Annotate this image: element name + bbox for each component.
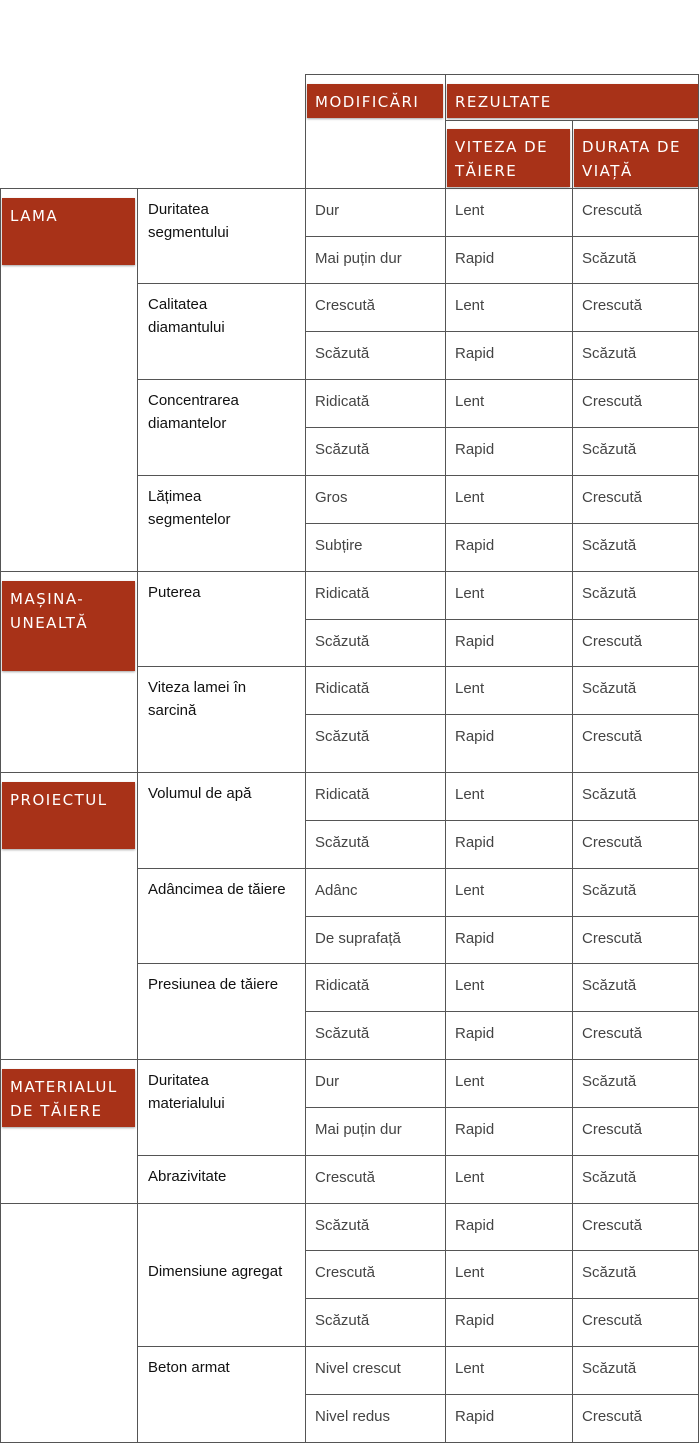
table-cell-viteza: Rapid (455, 1025, 495, 1042)
header-durata-line2: VIAȚĂ (582, 162, 633, 180)
table-gridline (305, 1394, 699, 1395)
table-cell-viteza: Lent (455, 1073, 485, 1090)
table-gridline (698, 74, 699, 1442)
property-label-line1: Viteza lamei în (148, 679, 247, 696)
table-gridline (137, 868, 305, 869)
table-gridline (137, 1346, 305, 1347)
table-cell-viteza: Rapid (455, 250, 495, 267)
table-gridline (305, 820, 699, 821)
table-cell-viteza: Rapid (455, 633, 495, 650)
property-label (148, 581, 201, 604)
table-cell-modificare: Ridicată (315, 977, 370, 994)
table-cell-durata: Crescută (582, 834, 643, 851)
property-label (148, 878, 286, 901)
table-cell-modificare: Scăzută (315, 345, 370, 362)
table-gridline (305, 868, 699, 869)
table-gridline (305, 1059, 699, 1060)
table-cell-modificare: Scăzută (315, 633, 370, 650)
table-cell-modificare: Crescută (315, 1169, 376, 1186)
table-gridline (445, 120, 699, 121)
table-cell-viteza: Rapid (455, 441, 495, 458)
table-gridline (305, 1155, 699, 1156)
table-gridline (137, 1203, 305, 1204)
table-gridline (572, 120, 573, 1442)
table-cell-durata: Crescută (582, 297, 643, 314)
property-label-line2: materialului (148, 1095, 225, 1112)
table-cell-viteza: Rapid (455, 1408, 495, 1425)
table-gridline (137, 475, 305, 476)
property-label-line2: segmentelor (148, 511, 231, 528)
table-cell-modificare: Mai puțin dur (315, 250, 402, 267)
table-gridline (137, 379, 305, 380)
table-cell-viteza: Lent (455, 977, 485, 994)
table-cell-modificare: Nivel redus (315, 1408, 391, 1425)
table-gridline (0, 772, 137, 773)
table-cell-durata: Scăzută (582, 585, 637, 602)
table-cell-durata: Crescută (582, 1025, 643, 1042)
table-gridline (305, 963, 699, 964)
group-masina-unealta (2, 581, 135, 671)
table-cell-durata: Crescută (582, 393, 643, 410)
header-durata-de-viata (574, 129, 698, 187)
table-cell-durata: Crescută (582, 1312, 643, 1329)
table-cell-durata: Scăzută (582, 1169, 637, 1186)
table-gridline (137, 1442, 305, 1443)
table-cell-durata: Scăzută (582, 250, 637, 267)
property-label-line1: Lățimea (148, 488, 202, 505)
table-cell-viteza: Lent (455, 1169, 485, 1186)
table-gridline (305, 1250, 699, 1251)
table-cell-viteza: Lent (455, 489, 485, 506)
property-label (148, 1069, 225, 1115)
table-cell-modificare: Crescută (315, 1264, 376, 1281)
table-cell-viteza: Rapid (455, 537, 495, 554)
header-viteza-line1: VITEZA DE (455, 138, 549, 156)
table-cell-durata: Scăzută (582, 441, 637, 458)
table-cell-viteza: Lent (455, 585, 485, 602)
property-label-line1: Dimensiune agregat (148, 1263, 283, 1280)
table-cell-modificare: Scăzută (315, 1217, 370, 1234)
group-materialul-line1: MATERIALUL (10, 1078, 118, 1096)
table-gridline (0, 188, 699, 189)
table-gridline (137, 571, 305, 572)
table-gridline (305, 523, 699, 524)
table-cell-viteza: Rapid (455, 1312, 495, 1329)
table-gridline (137, 1059, 305, 1060)
table-cell-durata: Scăzută (582, 345, 637, 362)
header-rezultate-label: REZULTATE (455, 93, 552, 111)
table-cell-durata: Scăzută (582, 1360, 637, 1377)
table-cell-durata: Crescută (582, 1121, 643, 1138)
table-cell-viteza: Lent (455, 1264, 485, 1281)
property-label (148, 1356, 230, 1379)
table-cell-viteza: Lent (455, 393, 485, 410)
group-masina-line1: MAȘINA- (10, 590, 85, 608)
table-cell-modificare: Scăzută (315, 834, 370, 851)
table-cell-durata: Scăzută (582, 882, 637, 899)
header-viteza-de-taiere (447, 129, 570, 187)
table-cell-viteza: Rapid (455, 834, 495, 851)
group-materialul-line2: DE TĂIERE (10, 1102, 103, 1120)
table-cell-durata: Crescută (582, 202, 643, 219)
table-gridline (0, 188, 1, 1442)
header-viteza-line2: TĂIERE (455, 162, 518, 180)
table-gridline (305, 1203, 699, 1204)
table-cell-modificare: Dur (315, 202, 340, 219)
table-gridline (0, 1059, 137, 1060)
group-proiectul-line1: PROIECTUL (10, 791, 108, 809)
table-cell-viteza: Rapid (455, 728, 495, 745)
property-label-line2: diamantului (148, 319, 225, 336)
table-cell-modificare: Adânc (315, 882, 358, 899)
property-label (148, 973, 278, 996)
table-cell-viteza: Rapid (455, 345, 495, 362)
group-masina-line2: UNEALTĂ (10, 614, 89, 632)
table-gridline (305, 74, 699, 75)
table-gridline (305, 74, 306, 1442)
table-cell-viteza: Lent (455, 680, 485, 697)
header-rezultate (447, 84, 698, 118)
table-cell-durata: Crescută (582, 1217, 643, 1234)
table-cell-modificare: Ridicată (315, 786, 370, 803)
property-label-line1: Adâncimea de tăiere (148, 881, 286, 898)
table-cell-viteza: Rapid (455, 1217, 495, 1234)
table-gridline (305, 1346, 699, 1347)
table-cell-durata: Crescută (582, 1408, 643, 1425)
table-gridline (137, 772, 305, 773)
table-gridline (305, 666, 699, 667)
header-modificari (307, 84, 443, 118)
table-cell-durata: Crescută (582, 930, 643, 947)
table-gridline (305, 236, 699, 237)
table-cell-modificare: Scăzută (315, 441, 370, 458)
table-cell-modificare: Ridicată (315, 680, 370, 697)
table-gridline (305, 571, 699, 572)
table-cell-durata: Crescută (582, 633, 643, 650)
table-cell-modificare: Scăzută (315, 1025, 370, 1042)
group-materialul-de-taiere (2, 1069, 135, 1127)
table-cell-modificare: Scăzută (315, 728, 370, 745)
table-gridline (305, 475, 699, 476)
table-cell-durata: Scăzută (582, 680, 637, 697)
table-gridline (137, 188, 138, 1442)
table-gridline (305, 1011, 699, 1012)
table-cell-modificare: Mai puțin dur (315, 1121, 402, 1138)
table-gridline (305, 619, 699, 620)
table-cell-modificare: Ridicată (315, 585, 370, 602)
group-lama-line1: LAMA (10, 207, 59, 225)
property-label-line1: Duritatea (148, 201, 209, 218)
property-label-line1: Volumul de apă (148, 785, 252, 802)
table-gridline (305, 331, 699, 332)
table-gridline (305, 1107, 699, 1108)
property-label-line1: Concentrarea (148, 392, 239, 409)
table-gridline (305, 1442, 699, 1443)
table-gridline (305, 1298, 699, 1299)
table-cell-durata: Scăzută (582, 1073, 637, 1090)
table-cell-modificare: Subțire (315, 537, 363, 554)
group-lama (2, 198, 135, 265)
table-cell-modificare: Scăzută (315, 1312, 370, 1329)
table-gridline (0, 571, 137, 572)
property-label (148, 389, 239, 435)
table-gridline (305, 427, 699, 428)
table-cell-durata: Scăzută (582, 1264, 637, 1281)
property-label-line1: Puterea (148, 584, 201, 601)
table-cell-durata: Scăzută (582, 977, 637, 994)
property-label (148, 676, 246, 722)
property-label-line2: diamantelor (148, 415, 227, 432)
table-cell-viteza: Lent (455, 882, 485, 899)
table-gridline (0, 1442, 137, 1443)
property-label (148, 198, 229, 244)
table-cell-durata: Scăzută (582, 786, 637, 803)
table-cell-durata: Scăzută (582, 537, 637, 554)
property-label (148, 485, 231, 531)
property-label (148, 1260, 282, 1283)
table-cell-viteza: Rapid (455, 930, 495, 947)
table-cell-modificare: De suprafață (315, 930, 401, 947)
table-cell-viteza: Lent (455, 202, 485, 219)
table-gridline (137, 666, 305, 667)
table-gridline (137, 283, 305, 284)
table-gridline (137, 1155, 305, 1156)
table-gridline (305, 379, 699, 380)
table-gridline (445, 74, 446, 1442)
header-modificari-label: MODIFICĂRI (315, 93, 420, 111)
table-cell-modificare: Dur (315, 1073, 340, 1090)
table-gridline (137, 963, 305, 964)
table-cell-modificare: Crescută (315, 297, 376, 314)
property-label-line2: sarcină (148, 702, 197, 719)
property-label (148, 293, 225, 339)
table-cell-viteza: Lent (455, 786, 485, 803)
table-gridline (305, 283, 699, 284)
property-label (148, 782, 251, 805)
property-label-line1: Calitatea (148, 296, 208, 313)
table-cell-modificare: Gros (315, 489, 348, 506)
table-cell-viteza: Rapid (455, 1121, 495, 1138)
property-label-line1: Presiunea de tăiere (148, 976, 279, 993)
group-proiectul (2, 782, 135, 849)
property-label-line1: Duritatea (148, 1072, 209, 1089)
table-gridline (0, 1203, 137, 1204)
table-cell-viteza: Lent (455, 1360, 485, 1377)
table-cell-modificare: Nivel crescut (315, 1360, 401, 1377)
table-gridline (305, 772, 699, 773)
table-cell-durata: Crescută (582, 728, 643, 745)
property-label-line1: Beton armat (148, 1359, 230, 1376)
table-cell-durata: Crescută (582, 489, 643, 506)
property-label (148, 1165, 226, 1188)
property-label-line1: Abrazivitate (148, 1168, 227, 1185)
table-cell-modificare: Ridicată (315, 393, 370, 410)
table-gridline (305, 916, 699, 917)
property-label-line2: segmentului (148, 224, 229, 241)
table-gridline (305, 714, 699, 715)
table-cell-viteza: Lent (455, 297, 485, 314)
header-durata-line1: DURATA DE (582, 138, 681, 156)
